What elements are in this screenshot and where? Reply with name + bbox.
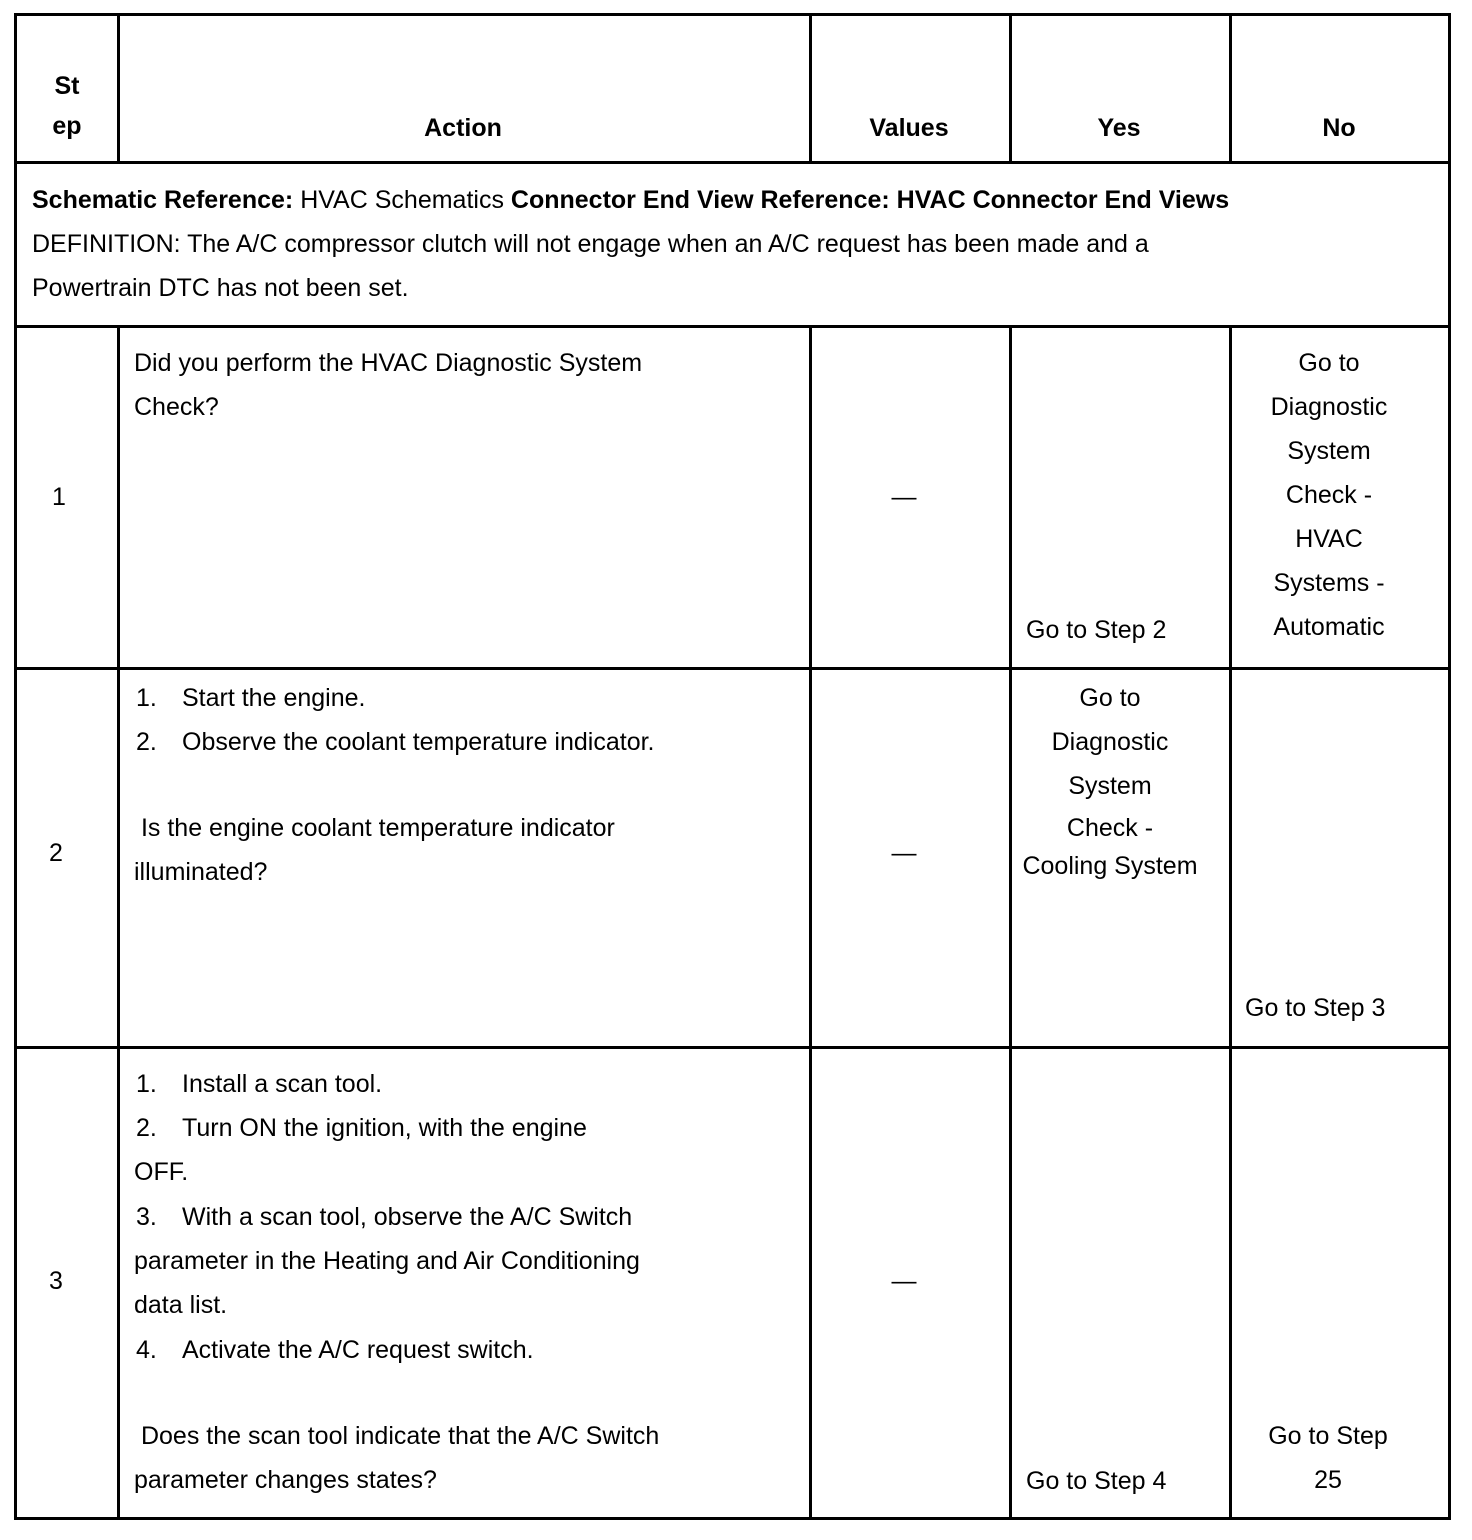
definition-line-1: DEFINITION: The A/C compressor clutch will not engage when an A/C request has been made and a — [32, 230, 1149, 258]
action-question: Does the scan tool indicate that the A/C Switch parameter changes states? — [134, 1422, 660, 1494]
action-list-item: 1. Install a scan tool. — [136, 1070, 383, 1098]
connector-reference-value: HVAC Connector End Views — [896, 186, 1230, 214]
action-list-item: 2. Turn ON the ignition, with the engine — [136, 1114, 587, 1142]
action-list-item: 2. Observe the coolant temperature indicator. — [136, 728, 655, 756]
action-list-continuation: data list. — [134, 1291, 228, 1319]
action-text: Did you perform the HVAC Diagnostic System Check? — [134, 349, 643, 421]
row-divider — [17, 325, 1448, 328]
col-divider — [1009, 326, 1012, 1517]
yes-link[interactable]: Go to Diagnostic System Check - Cooling System — [1022, 684, 1198, 880]
reference-line — [32, 178, 1229, 222]
header-no: No — [1322, 114, 1356, 142]
connector-reference-label: Connector End View Reference: — [510, 186, 890, 214]
value-dash: — — [891, 1267, 917, 1295]
col-divider — [117, 326, 120, 1517]
no-link[interactable]: Go to Step 3 — [1245, 994, 1386, 1022]
row-divider — [17, 1046, 1448, 1049]
header-action: Action — [424, 114, 502, 142]
no-link[interactable]: Go to Diagnostic System Check - HVAC Systems - Automatic — [1270, 349, 1388, 641]
header-step: St ep — [52, 72, 82, 140]
yes-link[interactable]: Go to Step 4 — [1026, 1467, 1167, 1495]
action-list-item: 1. Start the engine. — [136, 684, 366, 712]
action-list-item: 3. With a scan tool, observe the A/C Switch — [136, 1203, 633, 1231]
value-dash: — — [891, 483, 917, 511]
action-list-continuation: OFF. — [134, 1158, 189, 1186]
no-link[interactable]: Go to Step 25 — [1268, 1422, 1388, 1494]
definition-line-2: Powertrain DTC has not been set. — [32, 274, 409, 302]
header-values: Values — [869, 114, 949, 142]
action-list-continuation: parameter in the Heating and Air Conditioning — [134, 1247, 640, 1275]
yes-link[interactable]: Go to Step 2 — [1026, 616, 1167, 644]
row-divider — [17, 667, 1448, 670]
schematic-reference-value: HVAC Schematics — [300, 186, 504, 214]
schematic-reference-label: Schematic Reference: — [32, 186, 294, 214]
action-list-item: 4. Activate the A/C request switch. — [136, 1336, 534, 1364]
header-yes: Yes — [1097, 114, 1141, 142]
value-dash: — — [891, 839, 917, 867]
action-question: Is the engine coolant temperature indicator illuminated? — [134, 814, 615, 886]
row-divider — [17, 161, 1448, 164]
step-number: 3 — [49, 1267, 63, 1295]
step-number: 1 — [52, 483, 66, 511]
step-number: 2 — [49, 839, 63, 867]
